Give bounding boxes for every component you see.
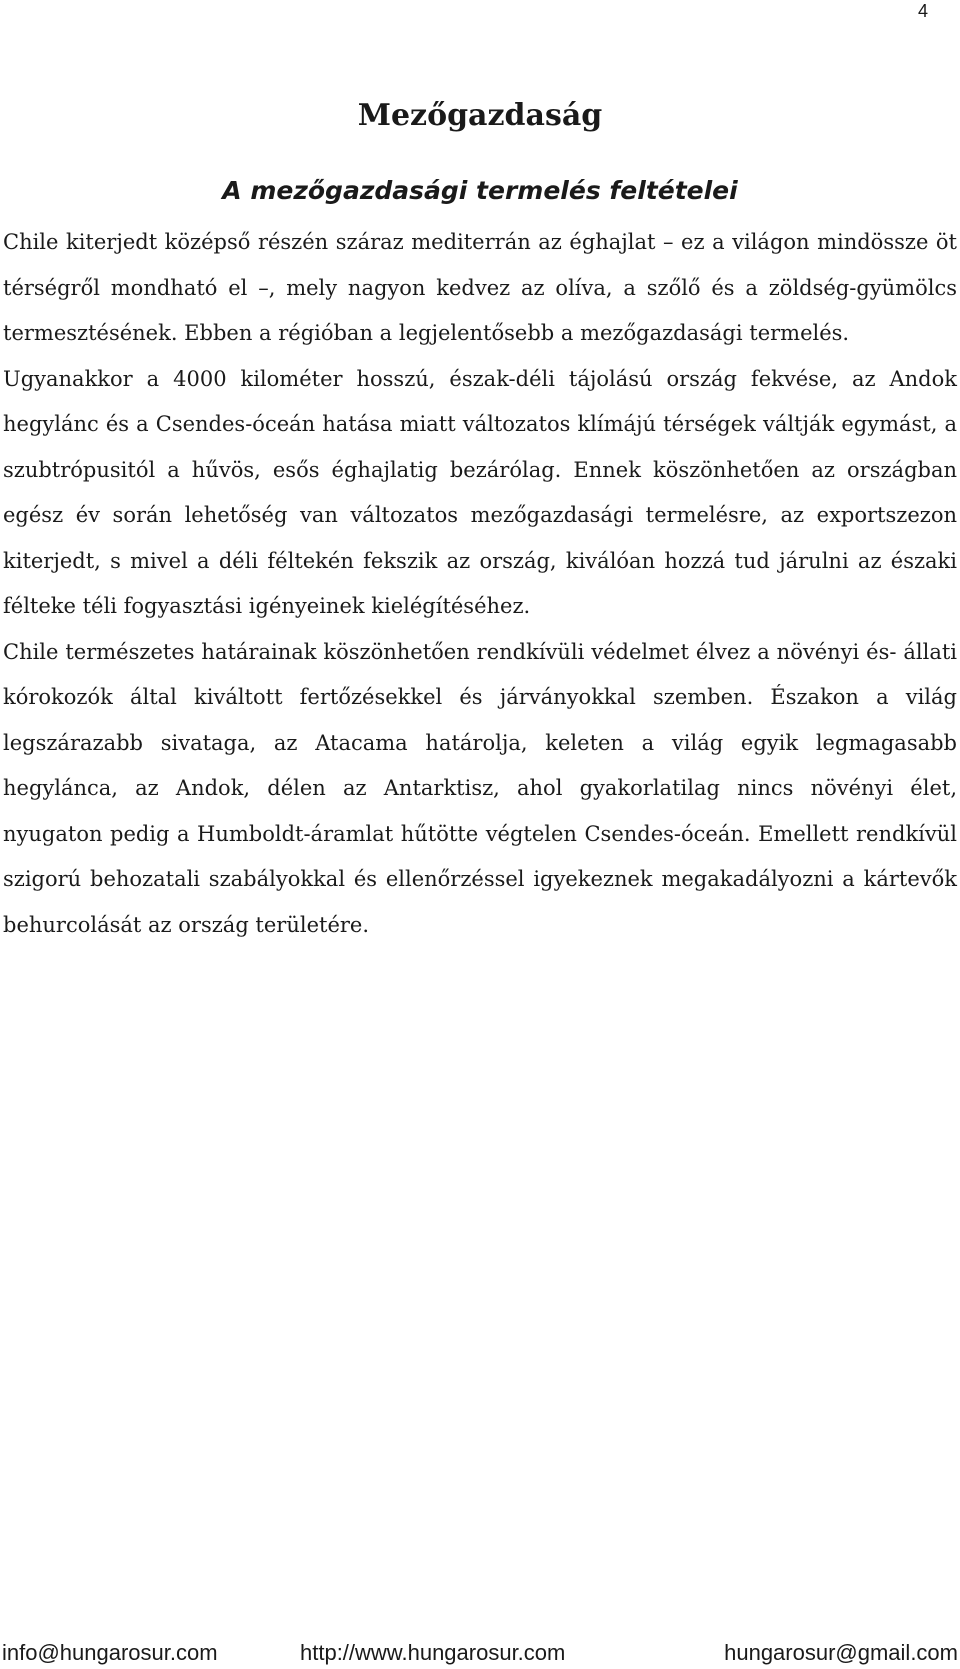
paragraph-geography: Ugyanakkor a 4000 kilométer hosszú, észak-déli tájolású ország fekvése, az Andok hegylánc és a Csendes-óceán hatása miatt változatos klímájú térségek váltják egymást, a szubtrópusitól a hűvös, esős éghajlatig bezárólag. Ennek köszönhetően az országban egész év során lehetőség van változatos mezőgazdasági termelésre, az exportszezon kiterjedt, s mivel a déli féltekén fekszik az ország, kiválóan hozzá tud járulni az északi félteke téli fogyasztási igényeinek kielégítéséhez.: [3, 366, 957, 618]
page-footer: [0, 1637, 960, 1669]
paragraph-protection: Chile természetes határainak köszönhetően rendkívüli védelmet élvez a növényi és- állati kórokozók által kiváltott fertőzésekkel és járványokkal szemben. Északon a világ legszárazabb sivataga, az Atacama határolja, keleten a világ egyik legmagasabb hegylánca, az Andok, délen az Antarktisz, ahol gyakorlatilag nincs növényi élet, nyugaton pedig a Humboldt-áramlat hűtötte végtelen Csendes-óceán. Emellett rendkívül szigorú behozatali szabályokkal és ellenőrzéssel igyekeznek megakadályozni a kártevők behurcolását az ország területére.: [3, 639, 957, 937]
paragraph-climate: Chile kiterjedt középső részén száraz mediterrán az éghajlat – ez a világon mindössze öt térségről mondható el –, mely nagyon kedvez az olíva, a szőlő és a zöldség-gyümölcs termesztésének. Ebben a régióban a legjelentősebb a mezőgazdasági termelés.: [3, 230, 957, 345]
body-text: [3, 220, 957, 948]
footer-email-gmail[interactable]: hungarosur@gmail.com: [724, 1640, 958, 1665]
section-subtitle: A mezőgazdasági termelés feltételei: [222, 176, 738, 205]
footer-website-link[interactable]: http://www.hungarosur.com: [300, 1640, 566, 1665]
footer-email-info[interactable]: info@hungarosur.com: [2, 1640, 218, 1665]
page-title: Mezőgazdaság: [357, 98, 603, 133]
page-number: 4: [917, 1, 928, 21]
